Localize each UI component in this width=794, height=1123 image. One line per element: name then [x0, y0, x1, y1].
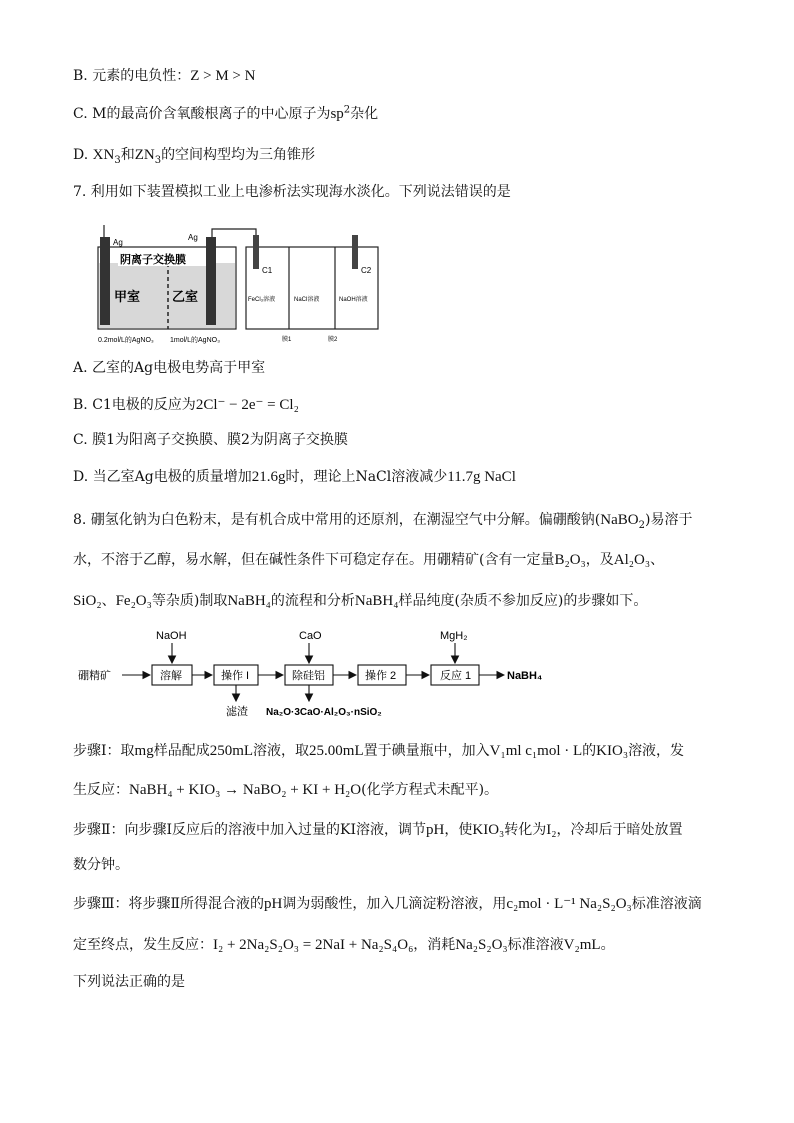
process-flowchart — [78, 625, 578, 720]
flow-box1-label: 溶解 — [160, 670, 182, 682]
q7-option-a: A. 乙室的Ag电极电势高于甲室 — [73, 360, 266, 376]
membrane-label: 阴离子交换膜 — [120, 254, 186, 266]
q8-step1-line1: 步骤Ⅰ：取mg样品配成250mL溶液，取25.00mL置于碘量瓶中，加入V₁ml c₁mol · L的KIO₃溶液，发 — [73, 743, 685, 759]
flow-naoh-label: NaOH — [156, 630, 187, 642]
ag-right-label: Ag — [188, 233, 198, 242]
flow-box5-label: 反应 1 — [440, 670, 472, 682]
desalination-tank — [246, 247, 378, 329]
nacl-label: NaCl溶液 — [294, 297, 320, 303]
q6-option-d: D. $XN_3$和$ZN_3$的空间构型均为三角锥形 — [73, 147, 316, 166]
flow-box4-label: 操作 2 — [365, 670, 397, 682]
membrane-1-label: 膜1 — [282, 337, 292, 343]
c1-label: C1 — [262, 266, 273, 275]
electrodialysis-diagram — [90, 225, 390, 347]
q7-option-d: D. 当乙室Ag电极的质量增加21.6g时，理论上NaCl溶液减少11.7g NaCl — [73, 469, 516, 485]
c2-electrode — [352, 235, 358, 269]
q6-option-c: C. M的最高价含氧酸根离子的中心原子为$sp^2$杂化 — [73, 104, 379, 122]
flow-precipitate-label: Na₂O·3CaO·Al₂O₃·nSiO₂ — [266, 707, 382, 718]
solution-a-label: 0.2mol/L的AgNO₃ — [98, 337, 154, 344]
flow-box2-label: 操作 I — [221, 670, 250, 682]
q8-line-3: SiO₂、Fe₂O₃等杂质)制取NaBH₄的流程和分析NaBH₄样品纯度(杂质不参加反应)的步骤如下。 — [73, 593, 648, 609]
q8-step2-line2: 数分钟。 — [73, 857, 129, 873]
ag-electrode-right — [206, 237, 216, 325]
q7-option-c: C. 膜1为阳离子交换膜、膜2为阴离子交换膜 — [73, 432, 348, 448]
q7-stem: 7. 利用如下装置模拟工业上电渗析法实现海水淡化。下列说法错误的是 — [73, 184, 511, 200]
room-a-label: 甲室 — [114, 289, 141, 304]
membrane-2-label: 膜2 — [328, 337, 338, 343]
c1-electrode — [253, 235, 259, 269]
ag-left-label: Ag — [113, 238, 123, 247]
flow-mgh2-label: MgH₂ — [440, 630, 468, 642]
c2-label: C2 — [361, 266, 372, 275]
q8-step1-line2: 生反应：NaBH₄ + KIO₃ → NaBO₂ + KI + H₂O(化学方程式未配平)。 — [73, 782, 499, 798]
ag-electrode-left — [100, 237, 110, 325]
q8-line-1: 8. 硼氢化钠为白色粉末，是有机合成中常用的还原剂，在潮湿空气中分解。偏硼酸钠(NaBO$_2$)易溶于 — [73, 512, 693, 531]
fecl3-label: FeCl₃溶液 — [248, 297, 276, 303]
q8-step2-line1: 步骤Ⅱ：向步骤Ⅰ反应后的溶液中加入过量的KI溶液，调节pH，使KIO₃转化为I₂，冷却后于暗处放置 — [73, 822, 683, 838]
flow-cao-label: CaO — [299, 630, 322, 642]
flow-box3-label: 除硅铝 — [292, 670, 325, 682]
q8-closing: 下列说法正确的是 — [73, 974, 185, 990]
q8-step3-line2: 定至终点，发生反应：I₂ + 2Na₂S₂O₃ = 2NaI + Na₂S₄O₆，消耗Na₂S₂O₃标准溶液V₂mL。 — [73, 937, 615, 953]
q8-line-2: 水，不溶于乙醇，易水解，但在碱性条件下可稳定存在。用硼精矿(含有一定量B₂O₃，及Al₂O₃、 — [73, 552, 665, 568]
flow-residue-label: 滤渣 — [226, 706, 248, 718]
flow-end-label: NaBH₄ — [507, 670, 543, 682]
wire-top — [212, 229, 256, 259]
room-b-label: 乙室 — [172, 289, 199, 304]
q8-step3-line1: 步骤Ⅲ：将步骤Ⅱ所得混合液的pH调为弱酸性，加入几滴淀粉溶液，用c₂mol · L⁻¹ Na₂S₂O₃标准溶液滴 — [73, 896, 702, 912]
naoh-label: NaOH溶液 — [339, 297, 368, 303]
q7-option-b: B. C1电极的反应为2Cl⁻ − 2e⁻ = Cl₂ — [73, 397, 299, 413]
solution-b-label: 1mol/L的AgNO₃ — [170, 337, 220, 344]
q6-option-b: B. 元素的电负性：Z > M > N — [73, 68, 256, 84]
flow-start-label: 硼精矿 — [78, 670, 111, 682]
